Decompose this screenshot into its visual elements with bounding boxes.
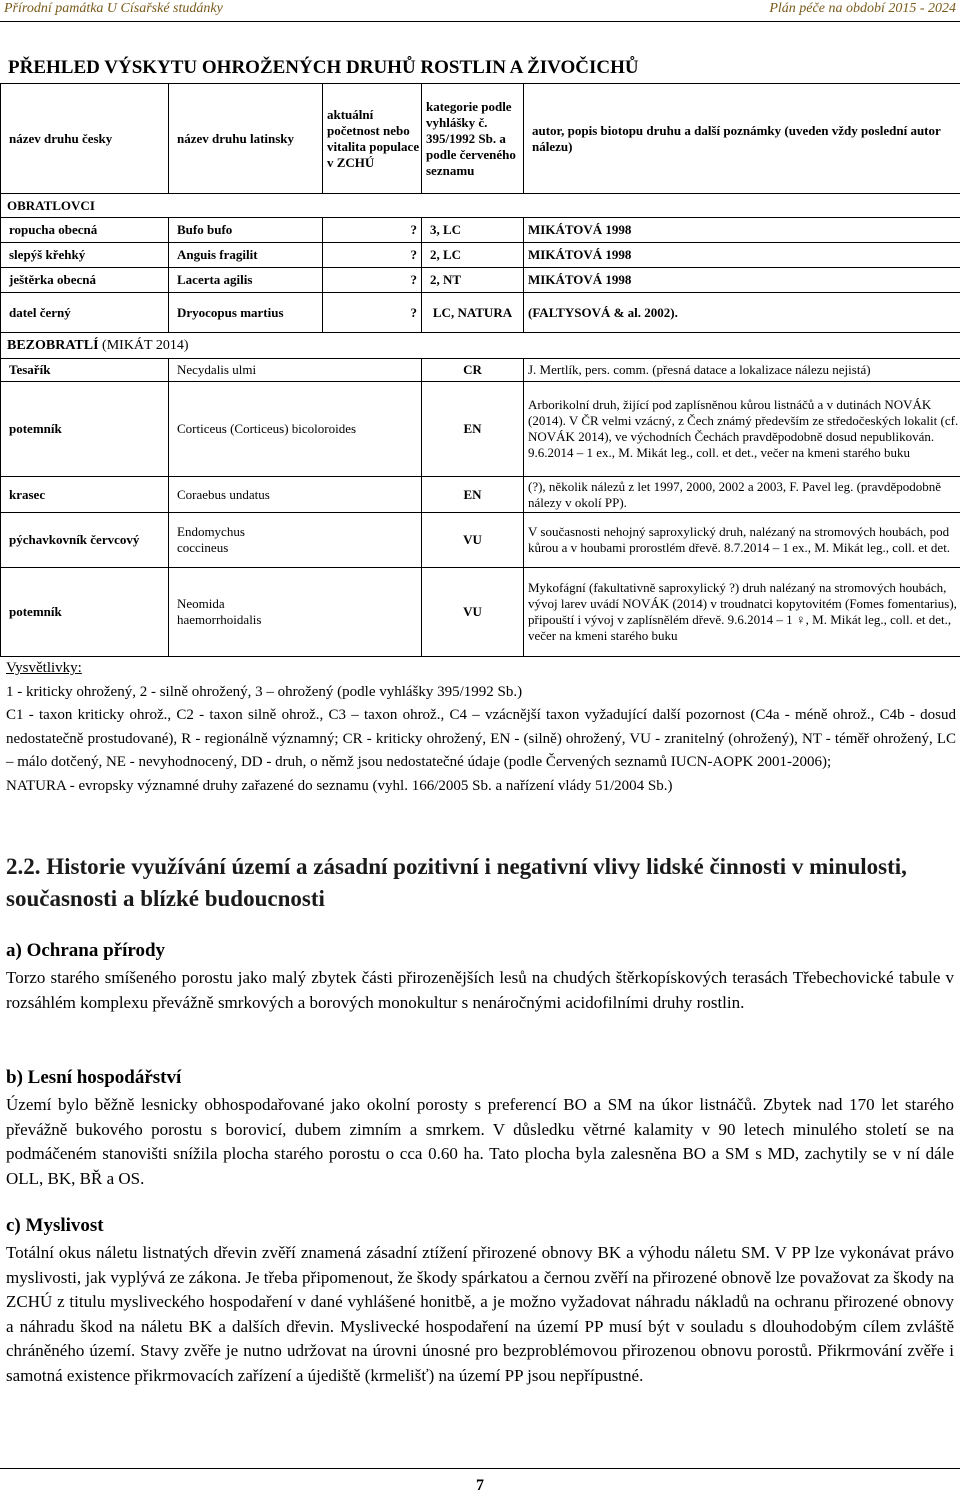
cell-cz: datel černý bbox=[1, 293, 169, 333]
table-row bbox=[1, 513, 960, 568]
page-header bbox=[0, 0, 960, 22]
cell-note: MIKÁTOVÁ 1998 bbox=[524, 243, 960, 268]
col-header-lat: název druhu latinsky bbox=[169, 84, 323, 194]
cell-note: J. Mertlík, pers. comm. (přesná datace a lokalizace nálezu nejistá) bbox=[524, 359, 960, 382]
chapter-heading bbox=[6, 851, 956, 915]
cell-lat: Neomida haemorrhoidalis bbox=[169, 568, 422, 657]
table-row bbox=[1, 382, 960, 477]
col-header-pop: aktuální početnost nebo vitalita populace v ZCHÚ bbox=[323, 84, 422, 194]
header-divider bbox=[0, 21, 960, 22]
explanations-line2: C1 - taxon kriticky ohrož., C2 - taxon silně ohrož., C3 – taxon ohrož., C4 – vzácnější taxon vyžadující další pozornost (C4a - méně ohrož., C4b - dosud nedostatečně prostudované), R - regionálně významný; CR - kriticky ohrožený, EN - (silně) ohrožený, VU - zranitelný (ohrožený), NT - téměř ohrožený, LC – málo dotčený, NE - nevyhodnocený, DD - druh, o němž jsou nedostatečné údaje (podle Červených seznamů IUCN-AOPK 2001-2006); bbox=[6, 707, 956, 770]
cell-note: Arborikolní druh, žijící pod zaplísněnou kůrou listnáčů a v dutinách NOVÁK (2014). V ČR velmi vzácný, z Čech známý především ze středočeských lokalit (cf. NOVÁK 2014), ve východních Čechách pravděpodobně dosud nepublikován. 9.6.2014 – 1 ex., M. Mikát leg., coll. et det., večer na kmeni starého buku bbox=[524, 382, 960, 477]
cell-cz: krasec bbox=[1, 477, 169, 513]
table-row bbox=[1, 359, 960, 382]
page-number: 7 bbox=[476, 1477, 484, 1494]
cell-cat: 2, LC bbox=[422, 243, 524, 268]
cell-pop: ? bbox=[323, 268, 422, 293]
cell-cz: pýchavkovník červcový bbox=[1, 513, 169, 568]
cell-cz: slepýš křehký bbox=[1, 243, 169, 268]
cell-cz: Tesařík bbox=[1, 359, 169, 382]
cell-cz: ropucha obecná bbox=[1, 218, 169, 243]
species-table bbox=[0, 83, 960, 657]
section-obratlovci: OBRATLOVCI bbox=[1, 194, 960, 218]
chapter-number: 2.2. bbox=[6, 854, 41, 879]
table-row bbox=[1, 218, 960, 243]
subsection-text-a: Torzo starého smíšeného porostu jako malý zbytek části přirozenějších lesů na chudých štěrkopískových terasách Třebechovické tabule v rozsáhlém komplexu převážně smrkových a borových monokultur s nenáročnými acidofilními druhy rostlin. bbox=[6, 968, 954, 1012]
cell-cat: CR bbox=[422, 359, 524, 382]
table-row bbox=[1, 268, 960, 293]
cell-note: (FALTYSOVÁ & al. 2002). bbox=[524, 293, 960, 333]
cell-note: Mykofágní (fakultativně saproxylický ?) druh nalézaný na stromových houbách, vývoj larev uvádí NOVÁK (2014) v troudnatci kopytovitém (Fomes fomentarius), připouští i vývoj v zaplísnělém dřevě. 9.6.2014 – 1 ♀, M. Mikát leg., coll. et det., večer na kmeni starého buku bbox=[524, 568, 960, 657]
cell-note: V současnosti nehojný saproxylický druh, nalézaný na stromových houbách, pod kůrou a v houbami prorostlém dřevě. 8.7.2014 – 1 ex., M. Mikát leg., coll. et det. bbox=[524, 513, 960, 568]
cell-lat: Anguis fragilit bbox=[169, 243, 323, 268]
cell-lat: Endomychus coccineus bbox=[169, 513, 422, 568]
cell-cat: 3, LC bbox=[422, 218, 524, 243]
footer-divider bbox=[0, 1468, 960, 1469]
cell-pop: ? bbox=[323, 293, 422, 333]
cell-lat: Bufo bufo bbox=[169, 218, 323, 243]
section-bezobratli bbox=[1, 333, 960, 359]
section-row bbox=[1, 333, 960, 359]
table-header-row bbox=[1, 84, 960, 194]
chapter-title: Historie využívání území a zásadní pozitivní i negativní vlivy lidské činnosti v minulosti, současnosti a blízké budoucnosti bbox=[6, 854, 907, 911]
cell-note: (?), několik nálezů z let 1997, 2000, 2002 a 2003, F. Pavel leg. (pravděpodobně nálezy v okolí PP). bbox=[524, 477, 960, 513]
subsection-heading-a: a) Ochrana přírody bbox=[6, 940, 166, 961]
cell-lat: Coraebus undatus bbox=[169, 477, 422, 513]
cell-cat: 2, NT bbox=[422, 268, 524, 293]
col-header-cat: kategorie podle vyhlášky č. 395/1992 Sb. a podle červeného seznamu bbox=[422, 84, 524, 194]
cell-note: MIKÁTOVÁ 1998 bbox=[524, 268, 960, 293]
section-bezobratli-note: (MIKÁT 2014) bbox=[102, 337, 189, 353]
table-row bbox=[1, 477, 960, 513]
subsection-text-c: Totální okus náletu listnatých dřevin zvěří znamená zásadní ztížení přirozené obnovy BK a výhodu náletu SM. V PP lze vykonávat právo myslivosti, jak vyplývá ze zákona. Je třeba připomenout, že škody spárkatou a černou zvěří na přirozené obnově lze považovat za škody na ZCHÚ z titulu mysliveckého hospodaření v dané vyhlášené honitbě, a je možno vyžadovat náhradu nákladů na ochranu přirozené obnovy a náhradu škod na náletu BK a dalších dřevin. Myslivecké hospodaření na území PP musí být v souladu s dlouhodobým cílem zvláště chráněného území. Stavy zvěře je nutno udržovat na úrovni únosné pro bezproblémovou přirozenou obnovu porostů. Přikrmování zvěře i samotná existence přikrmovacích zařízení a újediště (krmelišť) na území PP jsou nepřípustné. bbox=[6, 1243, 954, 1385]
cell-note: MIKÁTOVÁ 1998 bbox=[524, 218, 960, 243]
table-row bbox=[1, 293, 960, 333]
cell-cat: LC, NATURA bbox=[422, 293, 524, 333]
table-row bbox=[1, 568, 960, 657]
cell-cat: VU bbox=[422, 513, 524, 568]
explanations bbox=[6, 657, 956, 798]
cell-lat: Lacerta agilis bbox=[169, 268, 323, 293]
cell-cat: EN bbox=[422, 382, 524, 477]
cell-lat: Corticeus (Corticeus) bicoloroides bbox=[169, 382, 422, 477]
cell-lat: Dryocopus martius bbox=[169, 293, 323, 333]
subsection-text-b: Území bylo běžně lesnicky obhospodařované jako okolní porosty s preferencí BO a SM na úkor listnáčů. Zbytek nad 170 let starého převážně bukového porostu s borovicí, dubem zimním a smrkem. V důsledku větrné kalamity v 90 letech minulého století se na podmáčeném stanovišti snížila plocha starého porostu o cca 0.60 ha. Tato plocha byla zalesněna BO a SM s MD, zachytily se v ní dále OLL, BK, BŘ a OS. bbox=[6, 1095, 954, 1188]
cell-pop: ? bbox=[323, 218, 422, 243]
section-row bbox=[1, 194, 960, 218]
header-left: Přírodní památka U Císařské studánky bbox=[4, 1, 223, 16]
cell-cz: potemník bbox=[1, 382, 169, 477]
header-right: Plán péče na období 2015 - 2024 bbox=[769, 1, 956, 16]
table-row bbox=[1, 243, 960, 268]
cell-pop: ? bbox=[323, 243, 422, 268]
explanations-line1: 1 - kriticky ohrožený, 2 - silně ohrožený, 3 – ohrožený (podle vyhlášky 395/1992 Sb.) bbox=[6, 683, 523, 700]
col-header-cz: název druhu česky bbox=[1, 84, 169, 194]
table-title: PŘEHLED VÝSKYTU OHROŽENÝCH DRUHŮ ROSTLIN A ŽIVOČICHŮ bbox=[8, 57, 639, 78]
cell-lat: Necydalis ulmi bbox=[169, 359, 422, 382]
cell-cz: potemník bbox=[1, 568, 169, 657]
subsection-heading-b: b) Lesní hospodářství bbox=[6, 1067, 182, 1088]
explanations-line3: NATURA - evropsky významné druhy zařazené do seznamu (vyhl. 166/2005 Sb. a nařízení vlády 51/2004 Sb.) bbox=[6, 777, 673, 794]
section-bezobratli-label: BEZOBRATLÍ bbox=[7, 337, 99, 353]
subsection-heading-c: c) Myslivost bbox=[6, 1215, 104, 1236]
cell-cat: EN bbox=[422, 477, 524, 513]
cell-cat: VU bbox=[422, 568, 524, 657]
col-header-note: autor, popis biotopu druhu a další poznámky (uveden vždy poslední autor nálezu) bbox=[524, 84, 960, 194]
explanations-label: Vysvětlivky: bbox=[6, 660, 82, 676]
cell-cz: ještěrka obecná bbox=[1, 268, 169, 293]
